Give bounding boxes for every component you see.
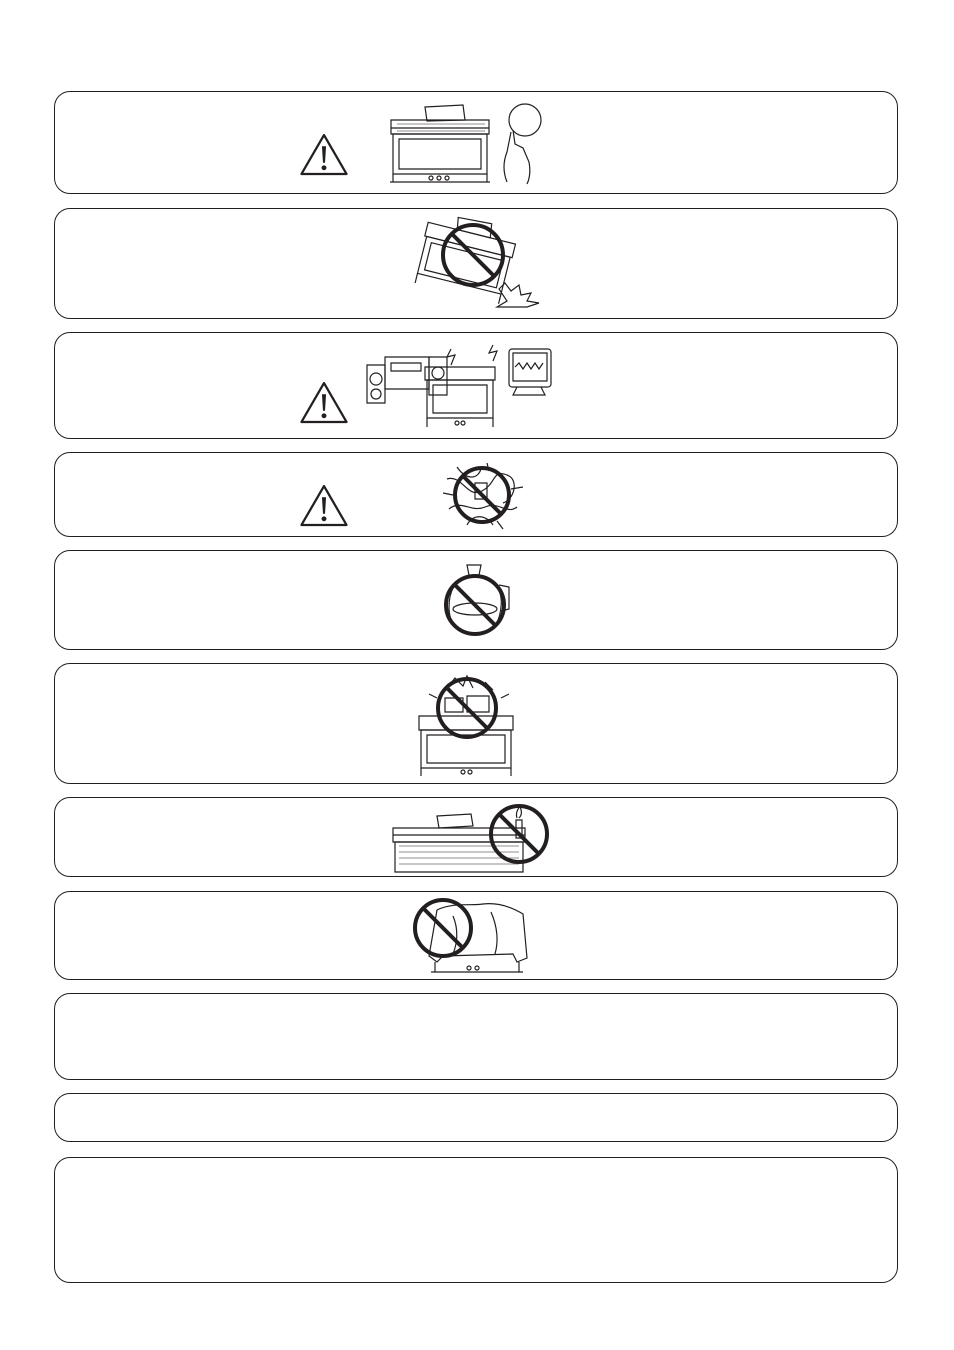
warning-triangle-icon [300,381,348,424]
safety-panel-4 [54,452,898,537]
candle-on-piano-prohibited-illustration [389,802,557,876]
safety-panel-10 [54,1093,898,1142]
warning-triangle-icon [300,133,348,176]
warning-triangle-icon [300,484,348,527]
covered-piano-prohibited-illustration [413,896,535,978]
safety-panel-7 [54,797,898,877]
piano-tipping-prohibited-illustration [407,215,553,310]
safety-panel-11 [54,1157,898,1283]
piano-finger-illustration [385,102,545,187]
liquid-container-prohibited-illustration [439,559,519,645]
piano-interference-illustration [363,335,557,435]
safety-panel-6 [54,663,898,784]
objects-on-piano-prohibited-illustration [415,668,525,780]
safety-panel-9 [54,993,898,1080]
safety-panel-8 [54,891,898,980]
safety-panel-5 [54,550,898,650]
safety-panel-3 [54,332,898,439]
tangled-cables-prohibited-illustration [437,459,527,531]
safety-panel-2 [54,208,898,319]
safety-panel-1 [54,91,898,194]
